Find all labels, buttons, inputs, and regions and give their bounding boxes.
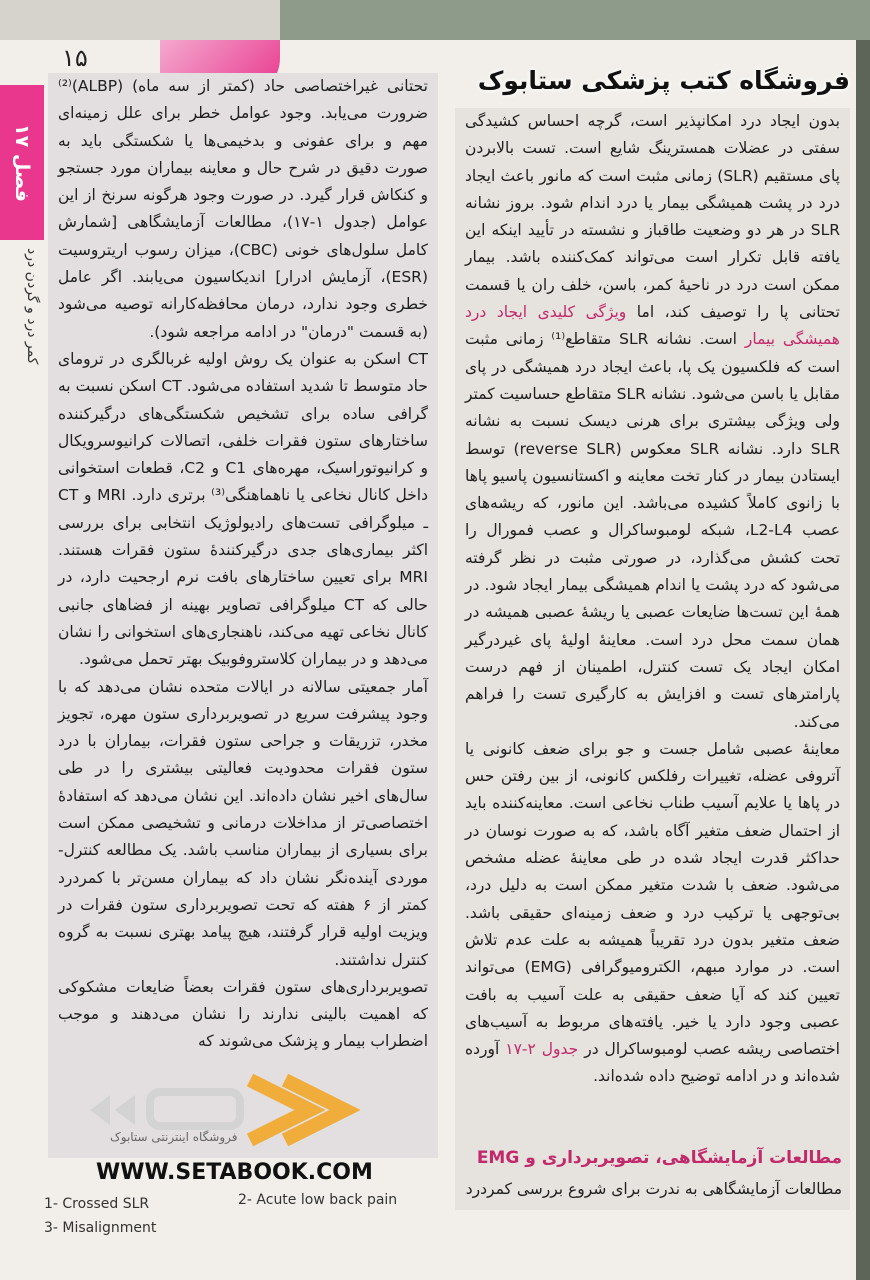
left-text-column: [48, 73, 438, 1158]
right-text-column: [455, 108, 850, 1210]
footnote: 1- Crossed SLR: [44, 1196, 150, 1212]
chapter-subtitle: کمر درد و گردن درد: [24, 248, 40, 365]
section-heading: مطالعات آزمایشگاهی، تصویربرداری و EMG: [476, 1148, 842, 1168]
chapter-tab: [0, 85, 44, 240]
paragraph: تحتانی غیراختصاصی حاد (کمتر از سه ماه) (ALBP)⁽²⁾ ضرورت می‌یابد. وجود عوامل خطر برای علل زمینه‌ای مهم و برای عفونی و بدخیمی‌ها یا شکستگی باید به صورت دقیق در شرح حال و معاینه بیماران مورد جستجو و کنکاش قرار گیرد. در صورت وجود هرگونه سرنخ از این عوامل (جدول ۱-۱۷)، مطالعات آزمایشگاهی [شمارش کامل سلول‌های خونی (CBC)، میزان رسوب اریتروسیت (ESR)، آزمایش ادرار] اندیکاسیون می‌یابند. اگر عامل خطری وجود ندارد، درمان محافظه‌کارانه توصیه می‌شود (به قسمت "درمان" در ادامه مراجعه شود).: [58, 77, 429, 341]
table-reference-link[interactable]: جدول ۲-۱۷: [505, 1040, 579, 1059]
watermark-url: WWW.SETABOOK.COM: [96, 1160, 373, 1185]
paragraph: تصویربرداری‌های ستون فقرات بعضاً ضایعات مشکوکی که اهمیت بالینی ندارند را نشان می‌دهند و موجب اضطراب بیمار و پزشک می‌شوند که: [58, 977, 428, 1051]
watermark-caption: فروشگاه اینترنتی ستابوک: [110, 1130, 238, 1144]
paragraph: آمار جمعیتی سالانه در ایالات متحده نشان می‌دهد که با وجود پیشرفت سریع در تصویربرداری ستون مهره، تجویز مخدر، تزریقات و جراحی ستون فقرات، بیماران با درد ستون فقرات محدودیت فعالیتی بیشتری را در طی سال‌های اخیر نشان داده‌اند. این نشان می‌دهد که استفادهٔ اختصاصی‌تر از مداخلات درمانی و تشخیصی ممکن است برای بسیاری از بیماران مناسب باشد. یک مطالعه کنترل- موردی آینده‌نگر نشان داد که بیماران مسن‌تر با کمردرد کمتر از ۶ هفته که تحت تصویربرداری ستون فقرات در ویزیت اولیه قرار گرفتند، هیچ پیامد بهتری نسبت به گروه کنترل نداشتند.: [58, 677, 429, 969]
paragraph: بدون ایجاد درد امکانپذیر است، گرچه احساس کشیدگی سفتی در عضلات همسترینگ شایع است. تست بالابردن پای مستقیم (SLR) زمانی مثبت است که مانور باعث ایجاد درد در پشت همیشگی بیمار یا درد اندام شود. بروز نشانه SLR در هر دو وضعیت طاقباز و نشسته در تأیید اینکه این یافته قابل تکرار است می‌تواند کمک‌کننده باشد. بیمار ممکن است درد در ناحیهٔ کمر، باسن، خلف ران یا قسمت تحتانی پا را توصیف کند، اما ویژگی کلیدی ایجاد درد همیشگی بیمار است. نشانه SLR متقاطع⁽¹⁾ زمانی مثبت است که فلکسیون یک پا، باعث ایجاد درد همیشگی در پای مقابل یا باسن می‌شود. نشانه SLR متقاطع حساسیت کمتر ولی ویژگی بیشتری برای هرنی دیسک نسبت به نشانه SLR دارد. نشانه SLR معکوس (reverse SLR) توسط ایستادن بیمار در کنار تخت معاینه و اکستانسیون پاسیو پاها با زانوی کاملاً کشیده می‌باشد. این مانور، که ریشه‌های عصب L2-L4، شبکه لومبوساکرال و عصب فمورال را تحت کشش می‌گذارد، در صورتی مثبت در نظر گرفته می‌شود که درد پشت یا اندام همیشگی بیمار ایجاد شود. در همهٔ این تست‌ها ضایعات عصبی یا ریشهٔ عصبی همیشه در همان سمت محل درد است. معاینهٔ اولیهٔ پای غیردرگیر امکان ایجاد یک تست کنترل، اطمینان از فهم درست پارامترهای تست و افزایش به کارگیری تست را فراهم می‌کند.: [465, 112, 841, 731]
paragraph: معاینهٔ عصبی شامل جست و جو برای ضعف کانونی یا آتروفی عضله، تغییرات رفلکس کانونی، از بین رفتن حس در پاها یا علایم آسیب طناب نخاعی است. معاینه‌کننده باید از احتمال ضعف متغیر آگاه باشد، که به صورت نوسان در حداکثر قدرت ایجاد شده در طی معاینهٔ عضله مشخص می‌شود. ضعف با شدت متغیر ممکن است به دلیل درد، بی‌توجهی یا ترکیب درد و ضعف زمینه‌ای حقیقی باشد. ضعف متغیر بدون درد تقریباً همیشه به علت عدم تلاش است. در موارد مبهم، الکترومیوگرافی (EMG) می‌تواند تعیین کند که آیا ضعف حقیقی به علت آسیب به بافت عصبی وجود دارد یا خیر. یافته‌های مربوط به آسیب‌های اختصاصی ریشه عصب لومبوساکرال در جدول ۲-۱۷ آورده شده‌اند و در ادامه توضیح داده شده‌اند.: [465, 739, 840, 1086]
store-banner: فروشگاه کتب پزشکی ستابوک: [477, 66, 850, 95]
paragraph: CT اسکن به عنوان یک روش اولیه غربالگری در ترومای حاد متوسط تا شدید استفاده می‌شود. CT اسکن نسبت به گرافی ساده برای تشخیص شکستگی‌های درگیرکننده ساختارهای ستون فقرات خلفی، اتصالات کرانیوسرویکال و کرانیوتوراسیک، مهره‌های C1 و C2، قطعات استخوانی داخل کانال نخاعی یا ناهماهنگی⁽³⁾ برتری دارد. MRI و CT ـ میلوگرافی تست‌های رادیولوژیک انتخابی برای بررسی اکثر بیماری‌های جدی درگیرکنندهٔ ستون فقرات هستند. MRI برای تعیین ساختارهای بافت نرم ارجحیت دارد، در حالی که CT میلوگرافی تصاویر بهینه از فضاهای جانبی کانال نخاعی تهیه می‌کند، ناهنجاری‌های استخوانی را نشان می‌دهد و در بیماران کلاستروفوبیک بهتر تحمل می‌شود.: [58, 349, 429, 669]
chapter-tab-label: فصل ۱۷: [11, 123, 33, 202]
footnote: 3- Misalignment: [44, 1220, 157, 1236]
footnote: 2- Acute low back pain: [238, 1192, 398, 1208]
page-number: ۱۵: [62, 44, 88, 72]
highlighted-phrase: ویژگی کلیدی ایجاد درد همیشگی بیمار: [465, 303, 840, 349]
section-intro: مطالعات آزمایشگاهی به ندرت برای شروع بررسی کمردرد: [465, 1180, 842, 1198]
